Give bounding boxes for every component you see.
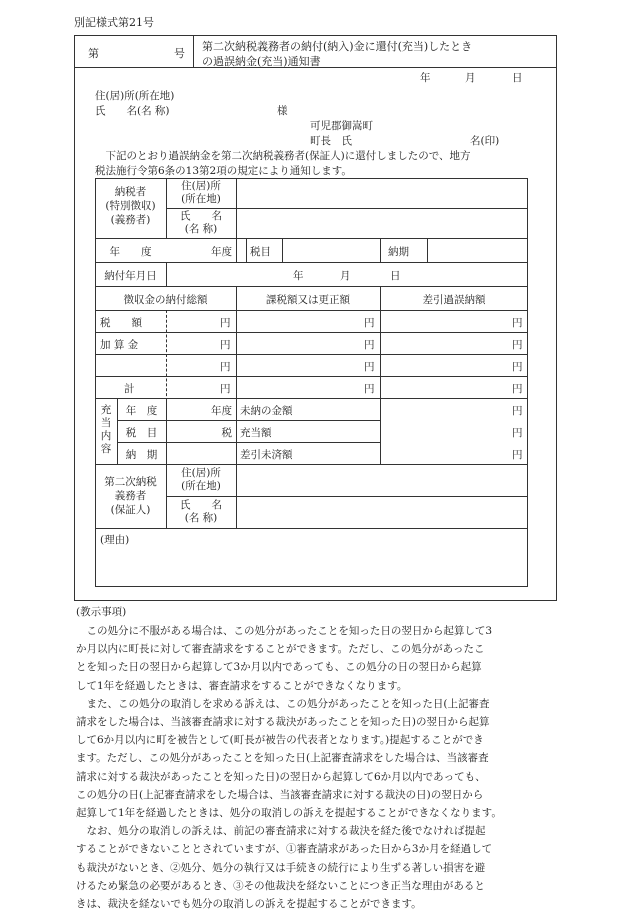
appropriation-due-label: 納 期 [125,449,158,461]
col-line [380,238,381,262]
col-header-assessed: 課税額又は更正額 [266,294,350,306]
yen-unit: 円 [512,427,523,439]
appropriation-label [95,404,117,456]
address-label-line: (所在地) [181,193,221,205]
date-year: 年 [420,72,431,84]
appropriation-year-label: 年 度 [125,405,158,417]
yen-unit: 円 [364,317,375,329]
name-label-line: (名 称) [184,223,218,235]
row-line [95,286,528,287]
intro-line-1: 下記のとおり過誤納金を第二次納税義務者(保証人)に還付しましたので、地方 [95,150,471,162]
yen-unit: 円 [512,383,523,395]
row-line [95,398,528,399]
col-line [236,238,237,262]
appropriation-char: 充 [100,404,112,416]
addressee-name-label: 氏 名(名 称) [95,105,170,117]
row-line [95,528,528,529]
due-label: 納期 [388,246,409,258]
col-line [427,238,428,262]
yen-unit: 円 [512,361,523,373]
notice-body [76,622,546,913]
yen-unit: 円 [364,383,375,395]
notice-line: なお、処分の取消しの訴えは、前記の審査請求に対する裁決を経た後でなければ提起 [76,825,486,838]
notice-line: 請求をした場合は、当該審査請求に対する裁決があったことを知った日)の翌日から起算 [76,716,490,729]
row-line [95,238,528,239]
appropriation-char: 内 [100,430,112,442]
row-line [95,310,528,311]
tax-item-label: 税目 [250,246,271,258]
number-label-b: 号 [174,47,185,60]
notice-line: とを知った日の翌日から起算して3か月以内であっても、この処分の日の翌日から起算 [76,661,482,674]
col-line [166,262,167,286]
name-label-line: 氏 名 [180,499,222,511]
notice-line: けるため緊急の必要があるとき、③その他裁決を経ないことにつき正当な理由があると [76,879,485,892]
yen-unit: 円 [220,339,231,351]
col-line-dashed [166,310,167,401]
payment-day: 日 [390,270,401,282]
notice-line: この処分に不服がある場合は、この処分があったことを知った日の翌日から起算して3 [76,625,493,637]
col-line [380,286,381,464]
taxpayer-address-label [166,180,236,206]
taxpayer-name-label [166,210,236,236]
year-label: 年 度 [109,246,152,258]
col-header-refund: 差引過誤納額 [422,294,486,306]
issuer-seal: 名(印) [470,135,500,147]
address-label-line: (所在地) [181,480,221,492]
row-line [95,464,528,465]
notice-line: ます。ただし、この処分があったことを知った日(上記審査請求をした場合は、当該審査 [76,752,489,765]
number-label-a: 第 [88,47,99,60]
notice-line: この処分の日(上記審査請求をした場合は、当該審査請求に対する裁決の日)の翌日から [76,788,484,801]
secondary-address-label [166,467,236,493]
col-line [236,464,237,528]
row-label-total: 計 [124,383,135,395]
secondary-taxpayer-label [95,475,166,517]
notice-line: 起算して1年を経過したときは、処分の取消しの訴えを提起することができなくなります。 [76,807,502,820]
taxpayer-label-line: (特別徴収) [105,200,156,212]
unpaid-amount-label: 未納の金額 [240,405,293,417]
col-line [236,398,237,464]
notice-heading: (教示事項) [76,606,127,618]
secondary-label-line: (保証人) [110,504,151,516]
appropriation-char: 当 [100,417,112,429]
date-day: 日 [512,72,523,84]
taxpayer-label-line: (義務者) [110,214,151,226]
row-line [117,442,380,443]
addressee-address-label: 住(居)所(所在地) [95,90,175,102]
taxpayer-label [95,185,166,227]
address-label-line: 住(居)所 [181,467,221,479]
form-number: 別記様式第21号 [74,16,154,29]
name-label-line: 氏 名 [180,210,222,222]
col-line [246,238,247,262]
remaining-amount-label: 差引未済額 [240,449,293,461]
yen-unit: 円 [512,339,523,351]
notice-line: また、この処分の取消しを求める訴えは、この処分があったことを知った日(上記審査 [76,697,490,710]
row-line [166,496,528,497]
payment-date-label: 納付年月日 [104,270,157,282]
col-line [282,238,283,262]
taxpayer-label-line: 納税者 [114,186,147,198]
issuer-mayor: 町長 氏 [310,135,352,147]
notice-line: か月以内に町長に対して審査請求をすることができます。ただし、この処分があったこ [76,643,485,656]
row-line [95,376,528,377]
yen-unit: 円 [512,317,523,329]
row-label-surcharge: 加 算 金 [100,339,139,351]
yen-unit: 円 [220,317,231,329]
appropriation-tax-unit: 税 [221,427,232,439]
notice-line: きは、裁決を経ないでも処分の取消しの訴えを提起することができます。 [76,898,422,911]
row-line [95,354,528,355]
row-line [95,332,528,333]
intro-line-2: 税法施行令第6条の13第2項の規定により通知します。 [95,165,352,177]
notice-line: して1年を経過したときは、審査請求をすることができなくなります。 [76,679,408,692]
appropriation-char: 容 [100,443,112,455]
yen-unit: 円 [512,405,523,417]
title-line-2: の過誤納金(充当)通知書 [202,55,321,68]
notice-line: も裁決がないとき、②処分、処分の執行又は手続きの続行により生ずる著しい損害を避 [76,861,486,874]
yen-unit: 円 [364,339,375,351]
row-label-tax: 税 額 [100,317,142,329]
yen-unit: 円 [512,449,523,461]
appropriated-amount-label: 充当額 [240,427,272,439]
yen-unit: 円 [220,383,231,395]
year-unit: 年度 [211,246,232,258]
yen-unit: 円 [364,361,375,373]
secondary-name-label [166,499,236,525]
col-header-total: 徴収金の納付総額 [123,294,208,306]
name-label-line: (名 称) [184,512,218,524]
notice-line: することができないこととされていますが、①審査請求があった日から3か月を経過して [76,843,493,856]
issuer-town: 可児郡御嵩町 [310,120,373,132]
reason-label: (理由) [100,534,130,546]
appropriation-year-unit: 年度 [211,405,232,417]
address-label-line: 住(居)所 [181,180,221,192]
header-separator [193,35,194,67]
addressee-honorific: 様 [277,105,288,117]
row-line [166,208,528,209]
date-month: 月 [465,72,476,84]
appropriation-tax-label: 税 目 [125,427,158,439]
payment-year: 年 [293,270,304,282]
row-line [117,420,380,421]
payment-month: 月 [340,270,351,282]
row-line [95,262,528,263]
detail-table [95,178,528,587]
title-line-1: 第二次納税義務者の納付(納入)金に還付(充当)したとき [202,40,473,53]
secondary-label-line: 義務者 [114,490,147,502]
secondary-label-line: 第二次納税 [104,476,157,488]
notice-line: 請求に対する裁決があったことを知った日)の翌日から起算して6か月以内であっても、 [76,770,486,783]
notice-line: して6か月以内に町を被告として(町長が被告の代表者となります。)提起することができ [76,734,484,747]
col-line [236,178,237,238]
yen-unit: 円 [220,361,231,373]
